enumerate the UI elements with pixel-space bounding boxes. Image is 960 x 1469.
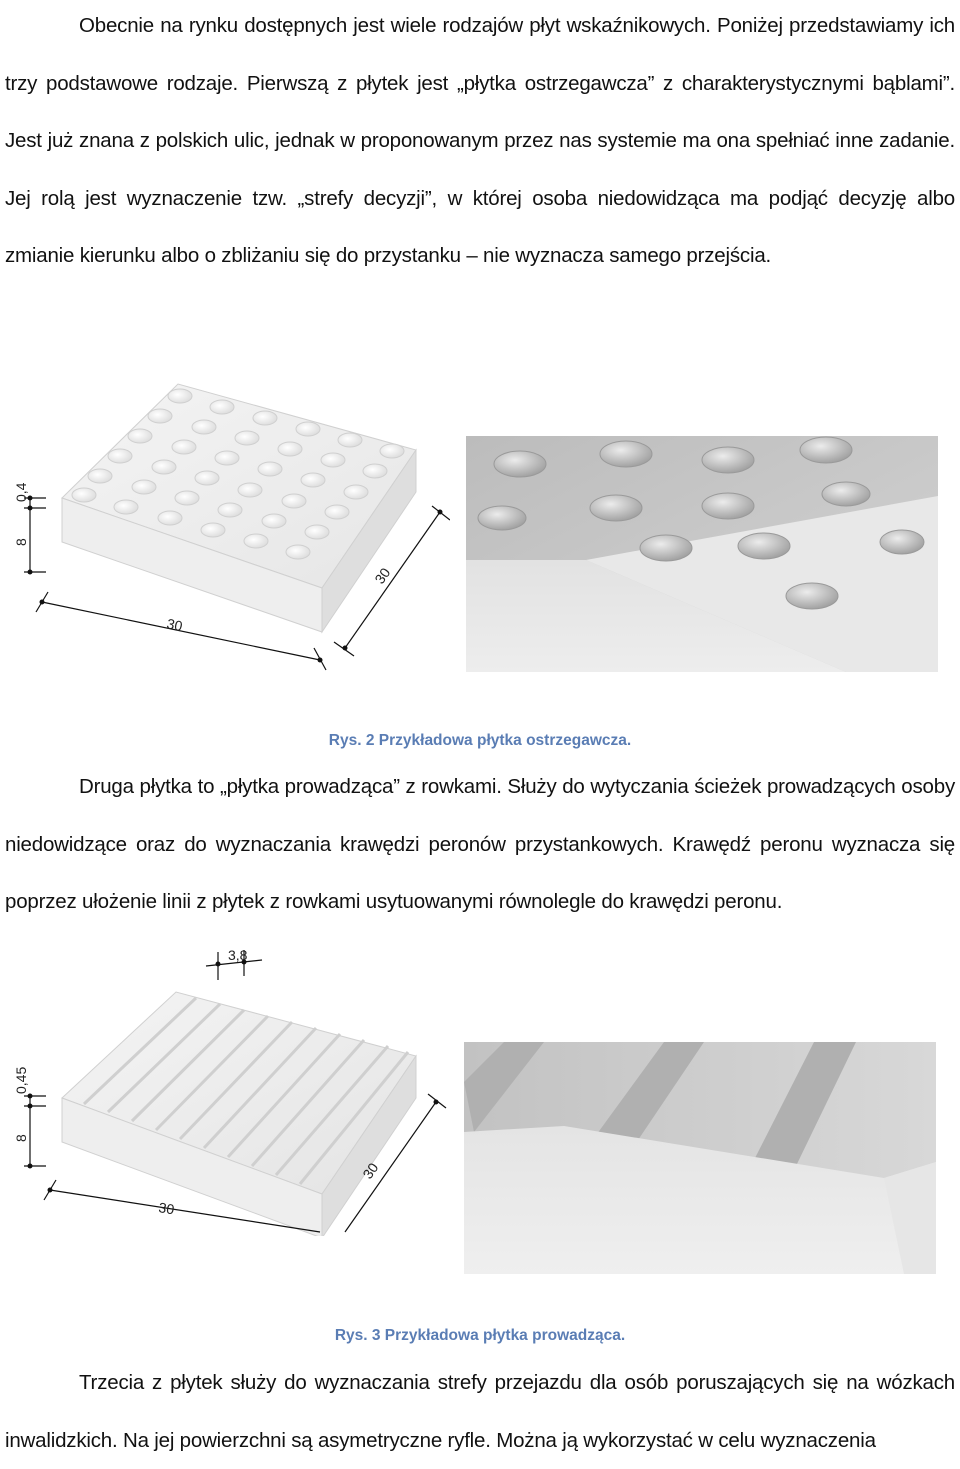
dim-depth-label: 30 [359,1159,382,1182]
warning-tile-photo [466,436,938,672]
guiding-tile-photo [464,1042,936,1274]
paragraph-wheelchair: Trzecia z płytek służy do wyznaczania strefy przejazdu dla osób poruszających się na wózkach inwalidzkich. Na jej powierzchni są asymetryczne ryfle. Można ją wykorzystać w celu wyznaczenia [5,1371,955,1452]
guiding-tile-drawing [0,946,450,1236]
paragraph-intro: Obecnie na rynku dostępnych jest wiele rodzajów płyt wskaźnikowych. Poniżej przedstawiamy ich trzy podstawowe rodzaje. Pierwszą z płytek jest „płytka ostrzegawcza” z charakterystycznymi bąblami”. Jest już znana z polskich ulic, jednak w proponowanym przez nas systemie ma ona spełniać inne zadanie. Jej rolą jest wyznaczenie tzw. „strefy decyzji”, w której osoba niedowidząca ma podjąć decyzję albo zmianie kierunku albo o zbliżaniu się do przystanku – nie wyznacza samego przejścia. [5,14,955,267]
dim-bump-label: 0,4 [13,482,29,502]
dim-width-label: 30 [165,615,184,635]
dim-height-label: 8 [13,1134,29,1142]
paragraph-guiding: Druga płytka to „płytka prowadząca” z rowkami. Służy do wytyczania ścieżek prowadzących osoby niedowidzące oraz do wyznaczania krawędzi peronów przystankowych. Krawędź peronu wyznacza się poprzez ułożenie linii z płytek z rowkami usytuowanymi równolegle do krawędzi peronu. [5,775,955,913]
dim-depth-label: 30 [371,564,394,587]
dim-width-label: 30 [157,1199,176,1218]
dim-spacing-label: 3,8 [228,947,248,963]
dim-height-label: 8 [13,538,29,546]
figure2-caption: Rys. 3 Przykładowa płytka prowadząca. [334,1327,626,1344]
dim-ridge-label: 0,45 [13,1066,29,1094]
warning-tile-drawing [0,380,450,680]
figure1-caption: Rys. 2 Przykładowa płytka ostrzegawcza. [328,732,632,749]
